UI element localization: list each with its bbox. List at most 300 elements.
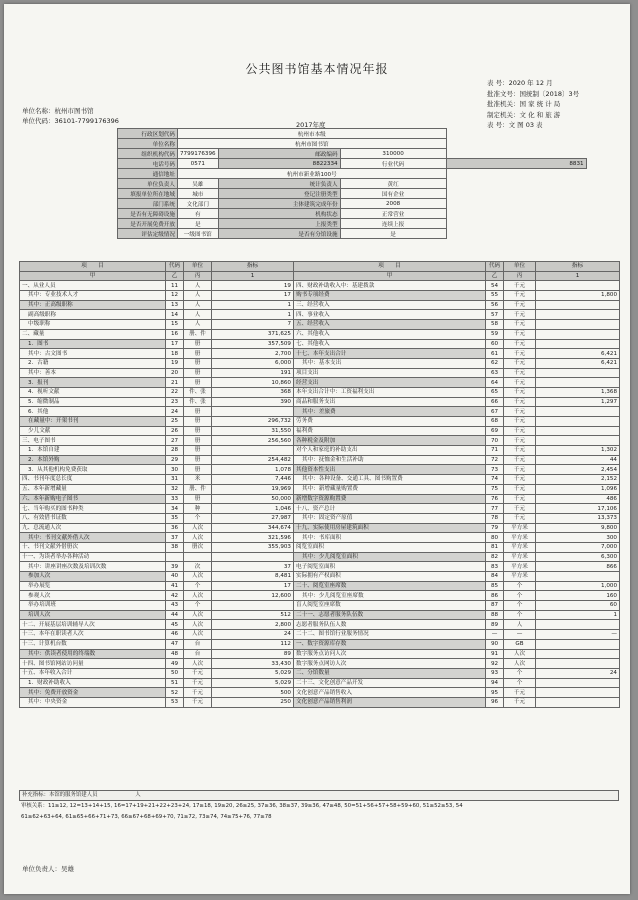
item-code: 93: [486, 668, 504, 678]
item-value: [536, 688, 620, 698]
item-label: 其中：固定资产原值: [294, 513, 486, 523]
item-label: 其中：书库面积: [294, 533, 486, 543]
item-label: 八、有效借书证数: [20, 513, 166, 523]
item-value: 1,078: [212, 465, 294, 475]
item-value: [536, 649, 620, 659]
item-unit: 千元: [504, 320, 536, 330]
item-label: 七、其他收入: [294, 339, 486, 349]
item-code: 35: [166, 513, 184, 523]
item-code: 60: [486, 339, 504, 349]
info-label: 评估定级情况: [118, 229, 178, 239]
info-value: 行业代码: [340, 159, 446, 169]
item-label: 二、分馆数量: [294, 668, 486, 678]
item-label: 3．从其他机构免费获取: [20, 465, 166, 475]
table-row: [20, 610, 620, 620]
item-unit: 米: [184, 475, 212, 485]
item-code: 66: [486, 397, 504, 407]
table-row: [20, 436, 620, 446]
item-code: 89: [486, 620, 504, 630]
item-unit: 人: [184, 281, 212, 291]
item-code: 86: [486, 591, 504, 601]
item-label: 其中：基本支出: [294, 358, 486, 368]
item-unit: 人: [184, 300, 212, 310]
table-row: [20, 591, 620, 601]
item-code: 29: [166, 455, 184, 465]
item-label: 各种税金及附加: [294, 436, 486, 446]
item-unit: 册、件: [184, 329, 212, 339]
info-value: 一级图书馆: [178, 229, 219, 239]
item-code: 68: [486, 417, 504, 427]
item-unit: 平方米: [504, 552, 536, 562]
item-code: 52: [166, 688, 184, 698]
header-cell: 代码: [486, 262, 504, 272]
item-unit: 人次: [184, 591, 212, 601]
item-label: 四、财政补助收入中：基建拨款: [294, 281, 486, 291]
item-unit: 千元: [504, 329, 536, 339]
item-unit: 种: [184, 504, 212, 514]
item-label: 其中：中央资金: [20, 697, 166, 707]
info-label: 邮政编码: [218, 149, 340, 159]
item-code: 48: [166, 649, 184, 659]
item-label: 参观人次: [20, 591, 166, 601]
item-code: 79: [486, 523, 504, 533]
item-code: 28: [166, 446, 184, 456]
item-label: 购书专项经费: [294, 291, 486, 301]
table-footer: [19, 790, 619, 823]
item-code: 38: [166, 542, 184, 552]
item-label: 4．视听文献: [20, 387, 166, 397]
item-code: 20: [166, 368, 184, 378]
item-unit: —: [504, 630, 536, 640]
table-row: [20, 630, 620, 640]
item-value: 1,368: [536, 387, 620, 397]
info-label: 主体建筑完成年份: [218, 199, 340, 209]
table-header-row: [20, 262, 620, 272]
item-label: 数字服务点网访人次: [294, 659, 486, 669]
table-row: [20, 455, 620, 465]
item-code: 40: [166, 572, 184, 582]
table-row: [20, 358, 620, 368]
table-row: [20, 320, 620, 330]
item-label: 中级职称: [20, 320, 166, 330]
item-value: 500: [212, 688, 294, 698]
item-value: 512: [212, 610, 294, 620]
item-value: 50,000: [212, 494, 294, 504]
item-value: 5,029: [212, 678, 294, 688]
item-code: 24: [166, 407, 184, 417]
item-unit: 册次: [184, 542, 212, 552]
item-unit: 千元: [504, 484, 536, 494]
table-row: [20, 329, 620, 339]
info-value: 城市: [178, 189, 219, 199]
item-label: 文化创意产品销售收入: [294, 688, 486, 698]
item-value: 13,373: [536, 513, 620, 523]
item-label: 三、电子图书: [20, 436, 166, 446]
table-row: [20, 581, 620, 591]
item-label: 2．本馆外购: [20, 455, 166, 465]
item-label: 二十三、文化创意产品开发: [294, 678, 486, 688]
item-unit: 千元: [184, 688, 212, 698]
item-value: 37: [212, 562, 294, 572]
item-unit: 千元: [504, 358, 536, 368]
info-value: 文化部门: [178, 199, 219, 209]
table-row: [20, 601, 620, 611]
table-row: [20, 291, 620, 301]
table-row: [20, 688, 620, 698]
statistics-table: [19, 261, 620, 708]
item-code: 61: [486, 349, 504, 359]
table-row: [20, 310, 620, 320]
item-label: 1．本馆自建: [20, 446, 166, 456]
signer-line: 单位负责人：吴雄: [22, 865, 74, 873]
table-row: [20, 339, 620, 349]
item-code: 50: [166, 668, 184, 678]
info-value: 杭州市本级: [178, 129, 447, 139]
item-value: 296,732: [212, 417, 294, 427]
item-value: 6,421: [536, 358, 620, 368]
item-label: 项目支出: [294, 368, 486, 378]
item-code: 78: [486, 513, 504, 523]
info-value: 有: [178, 209, 219, 219]
item-value: [536, 639, 620, 649]
item-label: 其中：书刊文献外借人次: [20, 533, 166, 543]
item-code: 31: [166, 475, 184, 485]
table-row: [20, 659, 620, 669]
info-row: [118, 169, 587, 179]
item-label: 十二、开展基层培训辅导人次: [20, 620, 166, 630]
item-unit: 千元: [504, 378, 536, 388]
item-label: 举办展览: [20, 581, 166, 591]
item-code: 64: [486, 378, 504, 388]
unit-code-value: 36101-7799176396: [54, 117, 119, 125]
report-sheet: [4, 4, 630, 894]
item-code: 36: [166, 523, 184, 533]
item-unit: GB: [504, 639, 536, 649]
item-unit: 个: [504, 668, 536, 678]
subheader-cell: 丙: [504, 271, 536, 281]
item-value: [536, 339, 620, 349]
table-row: [20, 300, 620, 310]
unit-name-line: [22, 106, 119, 116]
item-label: 其中：各种设备、交通工具、图书购置费: [294, 475, 486, 485]
table-row: [20, 620, 620, 630]
header-cell: 项 目: [294, 262, 486, 272]
header-cell: 单位: [504, 262, 536, 272]
table-row: [20, 426, 620, 436]
report-meta: [487, 78, 579, 131]
item-unit: 册: [184, 407, 212, 417]
info-value: 是: [340, 229, 446, 239]
item-value: 5,029: [212, 668, 294, 678]
item-code: 77: [486, 504, 504, 514]
item-code: 18: [166, 349, 184, 359]
item-label: 三、经营收入: [294, 300, 486, 310]
item-value: [536, 281, 620, 291]
info-label: 行政区划代码: [118, 129, 178, 139]
info-label: 8822334: [218, 159, 340, 169]
table-subheader-row: [20, 271, 620, 281]
item-unit: 册: [184, 368, 212, 378]
basic-info-table: [117, 128, 587, 239]
info-label: 统计负责人: [218, 179, 340, 189]
item-unit: 人: [504, 620, 536, 630]
table-row: [20, 639, 620, 649]
item-unit: 千元: [504, 426, 536, 436]
item-code: 82: [486, 552, 504, 562]
item-unit: 千元: [504, 504, 536, 514]
info-row: [118, 189, 587, 199]
info-label: 组织机构代码: [118, 149, 178, 159]
info-value: 杭州市图书馆: [178, 139, 447, 149]
info-row: [118, 229, 587, 239]
item-label: 其他资本性支出: [294, 465, 486, 475]
item-value: 27,987: [212, 513, 294, 523]
item-value: 300: [536, 533, 620, 543]
info-value: 2008: [340, 199, 446, 209]
info-row: [118, 129, 587, 139]
info-value: 0571: [178, 159, 219, 169]
item-value: 17: [212, 581, 294, 591]
item-value: 7,446: [212, 475, 294, 485]
unit-code-label: 单位代码：: [22, 117, 55, 125]
item-code: 17: [166, 339, 184, 349]
table-row: [20, 407, 620, 417]
item-label: 实际拥有产权面积: [294, 572, 486, 582]
item-code: 56: [486, 300, 504, 310]
item-value: 19,969: [212, 484, 294, 494]
item-label: 其中：抚恤金和生活补助: [294, 455, 486, 465]
item-code: 71: [486, 446, 504, 456]
item-code: 94: [486, 678, 504, 688]
info-label: 通信地址: [118, 169, 178, 179]
item-code: 80: [486, 533, 504, 543]
item-unit: 台: [184, 649, 212, 659]
item-code: 63: [486, 368, 504, 378]
header-cell: 项 目: [20, 262, 166, 272]
table-row: [20, 513, 620, 523]
item-value: [212, 446, 294, 456]
item-code: 37: [166, 533, 184, 543]
item-value: 2,700: [212, 349, 294, 359]
header-cell: 代码: [166, 262, 184, 272]
info-value: 国有企业: [340, 189, 446, 199]
item-label: 其中：供读者使用的终端数: [20, 649, 166, 659]
item-value: 8,481: [212, 572, 294, 582]
item-value: [536, 300, 620, 310]
item-value: 390: [212, 397, 294, 407]
info-label: 部门系统: [118, 199, 178, 209]
item-code: 46: [166, 630, 184, 640]
item-value: 2,454: [536, 465, 620, 475]
item-code: 47: [166, 639, 184, 649]
item-code: 96: [486, 697, 504, 707]
item-code: 16: [166, 329, 184, 339]
item-value: 2,800: [212, 620, 294, 630]
item-unit: 人次: [184, 572, 212, 582]
header-cell: 单位: [184, 262, 212, 272]
item-code: 95: [486, 688, 504, 698]
item-value: [212, 407, 294, 417]
item-label: 十三、本年在职读者人次: [20, 630, 166, 640]
item-value: 1,297: [536, 397, 620, 407]
item-unit: 册、件: [184, 484, 212, 494]
item-label: 十五、本年收入合计: [20, 668, 166, 678]
item-label: 四、事业收入: [294, 310, 486, 320]
item-unit: 个: [184, 581, 212, 591]
item-unit: 册: [184, 378, 212, 388]
item-code: 70: [486, 436, 504, 446]
item-unit: 册: [184, 339, 212, 349]
item-label: 十、书刊文献外借册次: [20, 542, 166, 552]
item-code: 88: [486, 610, 504, 620]
item-unit: 平方米: [504, 542, 536, 552]
item-unit: 千元: [504, 397, 536, 407]
item-value: [212, 601, 294, 611]
item-value: [536, 310, 620, 320]
table-row: [20, 465, 620, 475]
info-label: 单位负责人: [118, 179, 178, 189]
item-code: 51: [166, 678, 184, 688]
table-row: [20, 504, 620, 514]
item-value: 1,096: [536, 484, 620, 494]
item-code: 59: [486, 329, 504, 339]
item-unit: 人次: [184, 620, 212, 630]
item-label: 九、总流通人次: [20, 523, 166, 533]
item-code: [166, 552, 184, 562]
item-label: 其中：免费开放资金: [20, 688, 166, 698]
item-label: 福利费: [294, 426, 486, 436]
item-code: 25: [166, 417, 184, 427]
item-unit: 千元: [504, 368, 536, 378]
item-code: 76: [486, 494, 504, 504]
item-code: 14: [166, 310, 184, 320]
item-code: 53: [166, 697, 184, 707]
item-value: 6,000: [212, 358, 294, 368]
item-label: 举办培训班: [20, 601, 166, 611]
item-unit: 千元: [504, 310, 536, 320]
item-code: 30: [166, 465, 184, 475]
info-label: 是否有分馆设施: [218, 229, 340, 239]
item-unit: 个: [504, 601, 536, 611]
item-unit: 册: [184, 455, 212, 465]
item-code: 65: [486, 387, 504, 397]
item-label: 五、经营收入: [294, 320, 486, 330]
item-unit: 册: [184, 465, 212, 475]
item-value: [536, 620, 620, 630]
item-label: 阅览室面积: [294, 542, 486, 552]
table-row: [20, 397, 620, 407]
table-row: [20, 281, 620, 291]
item-label: 其中：专业技术人才: [20, 291, 166, 301]
item-unit: 平方米: [504, 572, 536, 582]
item-unit: 件、张: [184, 387, 212, 397]
info-row: [118, 209, 587, 219]
info-row: [118, 179, 587, 189]
report-year: 2017年度: [296, 121, 326, 129]
item-value: 1: [212, 300, 294, 310]
table-row: [20, 349, 620, 359]
info-value: 连续上报: [340, 219, 446, 229]
item-label: 志愿者服务队伍人数: [294, 620, 486, 630]
item-value: 1: [212, 310, 294, 320]
item-unit: 平方米: [504, 523, 536, 533]
item-unit: 册: [184, 358, 212, 368]
audit-note: 审核关系：11≥12, 12=13+14+15, 16=17+19+21+22+23+24, 17≥18, 19≥20, 26≥25, 37≥36, 38≥37, 39≥36, 47≥48, 50=51+56+57+58+59+60, 51≥52≥53, 54: [21, 803, 463, 809]
info-label: 填报单位所在地域: [118, 189, 178, 199]
item-unit: 千元: [184, 678, 212, 688]
item-label: 十七、本年支出合计: [294, 349, 486, 359]
item-label: 数字服务点访问人次: [294, 649, 486, 659]
item-label: 培训人次: [20, 610, 166, 620]
item-value: 7: [212, 320, 294, 330]
item-code: 22: [166, 387, 184, 397]
info-value: 正常营业: [340, 209, 446, 219]
item-value: [536, 368, 620, 378]
item-value: 486: [536, 494, 620, 504]
item-unit: 人次: [184, 610, 212, 620]
meta-line: 制定机关：文 化 和 旅 游: [487, 110, 561, 119]
info-row: [118, 159, 587, 169]
item-code: 23: [166, 397, 184, 407]
info-value: 杭州市新业路100号: [178, 169, 447, 179]
item-label: 电子阅览室面积: [294, 562, 486, 572]
info-value: 黄红: [340, 179, 446, 189]
item-unit: 千元: [184, 668, 212, 678]
item-unit: 个: [184, 513, 212, 523]
item-code: 21: [166, 378, 184, 388]
item-value: 371,625: [212, 329, 294, 339]
table-row: [20, 697, 620, 707]
item-unit: 千元: [504, 446, 536, 456]
item-label: 新增数字资源购置费: [294, 494, 486, 504]
item-value: [536, 572, 620, 582]
unit-name-value: 杭州市图书馆: [54, 107, 94, 115]
supplement-unit: 人: [135, 792, 141, 798]
item-value: 344,674: [212, 523, 294, 533]
item-label: 六、其他收入: [294, 329, 486, 339]
item-label: 经营支出: [294, 378, 486, 388]
item-value: [536, 659, 620, 669]
table-row: [20, 533, 620, 543]
item-unit: 册: [184, 446, 212, 456]
item-code: 74: [486, 475, 504, 485]
meta-line: 表 号：2020 年 12 月: [487, 79, 553, 87]
item-unit: 千元: [504, 387, 536, 397]
item-value: 7,000: [536, 542, 620, 552]
info-row: [118, 139, 587, 149]
item-code: 11: [166, 281, 184, 291]
subheader-cell: 丙: [184, 271, 212, 281]
table-row: [20, 387, 620, 397]
item-unit: 册: [184, 494, 212, 504]
item-code: 83: [486, 562, 504, 572]
item-value: [536, 678, 620, 688]
item-code: 41: [166, 581, 184, 591]
item-value: 31,550: [212, 426, 294, 436]
item-value: 357,509: [212, 339, 294, 349]
item-value: 10,860: [212, 378, 294, 388]
item-unit: 千元: [504, 494, 536, 504]
item-label: 十三、计算机台数: [20, 639, 166, 649]
item-code: 49: [166, 659, 184, 669]
item-value: 6,421: [536, 349, 620, 359]
subheader-cell: 甲: [20, 271, 166, 281]
item-code: 67: [486, 407, 504, 417]
item-code: 62: [486, 358, 504, 368]
info-value: 310000: [340, 149, 446, 159]
item-label: 3．报刊: [20, 378, 166, 388]
item-code: 44: [166, 610, 184, 620]
